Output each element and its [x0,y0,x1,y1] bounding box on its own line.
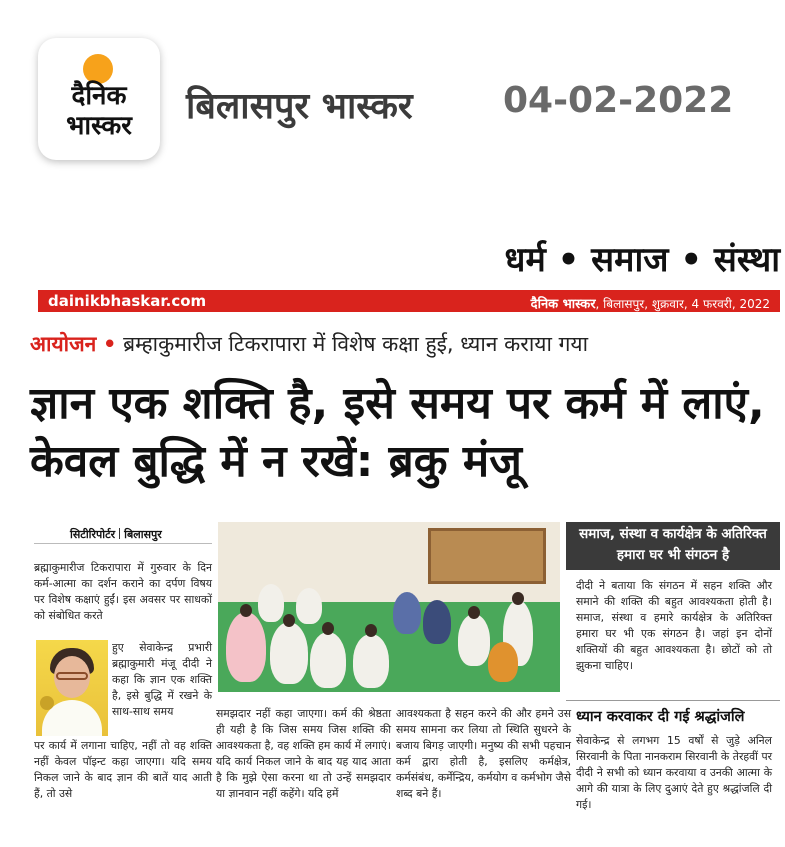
article-col2: समझदार नहीं कहा जाएगा। कर्म की श्रेष्ठता ही यही है कि जिस समय जिस शक्ति की आवश्यकता है, वह शक्ति हम कार्य में लगाएं। यदि कार्य निकल जाने के बाद यह याद आता है कि मुझे ऐसा करना था तो उन्हें समझदार या ज्ञानवान नहीं कहेंगे। यदि हमें [216,707,391,800]
byline-divider [119,528,120,539]
photo-wall-frame [428,528,546,584]
photo-person [270,622,308,684]
sidebar-box1-text: दीदी ने बताया कि संगठन में सहन शक्ति और समाने की शक्ति की बहुत आवश्यकता होती है। समाज, संस्था व हमारे कार्यक्षेत्र के अतिरिक्त हमारा घर भी एक संगठन है। जहां इन दोनों शक्तियों की बहुत आवश्यकता है। छोटों को तो झुकना चाहिए। [576,579,772,672]
sidebar-box1-title: समाज, संस्था व कार्यक्षेत्र के अतिरिक्त हमारा घर भी संगठन है [579,526,767,563]
edition-title: बिलासपुर भास्कर [186,86,413,127]
photo-person-head [468,606,480,619]
event-photo [218,522,560,692]
article-col3: आवश्यकता है सहन करने की और हमने उस समय सामना कर लिया तो स्थिति सुधरने के बजाय बिगड़ जाएगी। मनुष्य की सभी पहचान कर्म द्वारा होती है, इसलिए कर्मक्षेत्र, कर्मसंबंध, कर्मेन्द्रिय, कर्मयोग व कर्मभोग जैसे शब्द बने हैं। [396,707,571,800]
kicker-text: ब्रम्हाकुमारीज टिकरापारा में विशेष कक्षा हुई, ध्यान कराया गया [123,332,589,356]
photo-chair [488,642,518,682]
sidebar-divider [566,700,780,701]
dainik-bhaskar-logo [38,38,160,160]
logo-sun-icon [83,54,113,84]
speaker-portrait-photo [36,640,108,736]
section-title: धर्म • समाज • संस्था [504,240,780,280]
article-col1-bottom: पर कार्य में लगाना चाहिए, नहीं तो वह शक्ति नहीं केवल पॉइन्ट कहा जाएगा। यदि समय निकल जाने के बाद ज्ञान की बातें याद आती हैं, तो उसे [34,739,212,800]
photo-person [423,600,451,644]
byline-place: बिलासपुर [124,528,162,541]
sidebar-box2-title: ध्यान करवाकर दी गई श्रद्धांजलि [576,709,745,725]
photo-person [393,592,421,634]
photo-person [458,614,490,666]
photo-person [258,584,284,622]
kicker-dot: • [103,332,117,356]
masthead-dateline [440,294,770,312]
photo-person [226,612,266,682]
kicker-label: आयोजन [30,332,97,356]
masthead-date: , बिलासपुर, शुक्रवार, 4 फरवरी, 2022 [595,297,770,311]
photo-person-head [322,622,334,635]
byline [70,527,162,542]
portrait-glasses [56,672,88,680]
edition-date: 04-02-2022 [503,80,734,121]
logo-line1: दैनिक [71,81,127,111]
logo-line2: भास्कर [66,111,132,141]
photo-person-head [240,604,252,617]
microphone-icon [40,696,54,710]
photo-person-head [365,624,377,637]
article-col1-mid: हुए सेवाकेन्द्र प्रभारी ब्रह्माकुमारी मंजू दीदी ने कहा कि ज्ञान एक शक्ति है, इसे बुद्धि में रखने के साथ-साथ समय [112,641,212,718]
byline-rule [34,543,212,544]
photo-person-head [283,614,295,627]
photo-person [353,634,389,688]
photo-person [296,588,322,624]
article-kicker [30,330,588,358]
website-label: dainikbhaskar.com [48,292,207,310]
masthead-brand: दैनिक भास्कर [530,297,596,312]
article-headline: ज्ञान एक शक्ति है, इसे समय पर कर्म में लाएं, केवल बुद्धि में न रखें: ब्रकु मंजू [30,378,765,487]
sidebar-box2-text: सेवाकेन्द्र से लगभग 15 वर्षों से जुड़े अनिल सिरवानी के पिता नानकराम सिरवानी के तेरहवीं पर दीदी ने सभी को ध्यान करवाया व उनकी आत्मा के आगे की यात्रा के लिए दुआएं देते हुए श्रद्धांजलि दी गई। [576,734,772,811]
photo-person [310,632,346,688]
byline-role: सिटीरिपोर्टर [70,528,116,541]
photo-person-head [512,592,524,605]
article-col1-top: ब्रह्माकुमारीज टिकरापारा में गुरुवार के दिन कर्म-आत्मा का दर्शन कराने का दर्पण विषय पर विशेष कक्षाएं हुईं। इस अवसर पर साधकों को संबोधित करते [34,561,212,622]
